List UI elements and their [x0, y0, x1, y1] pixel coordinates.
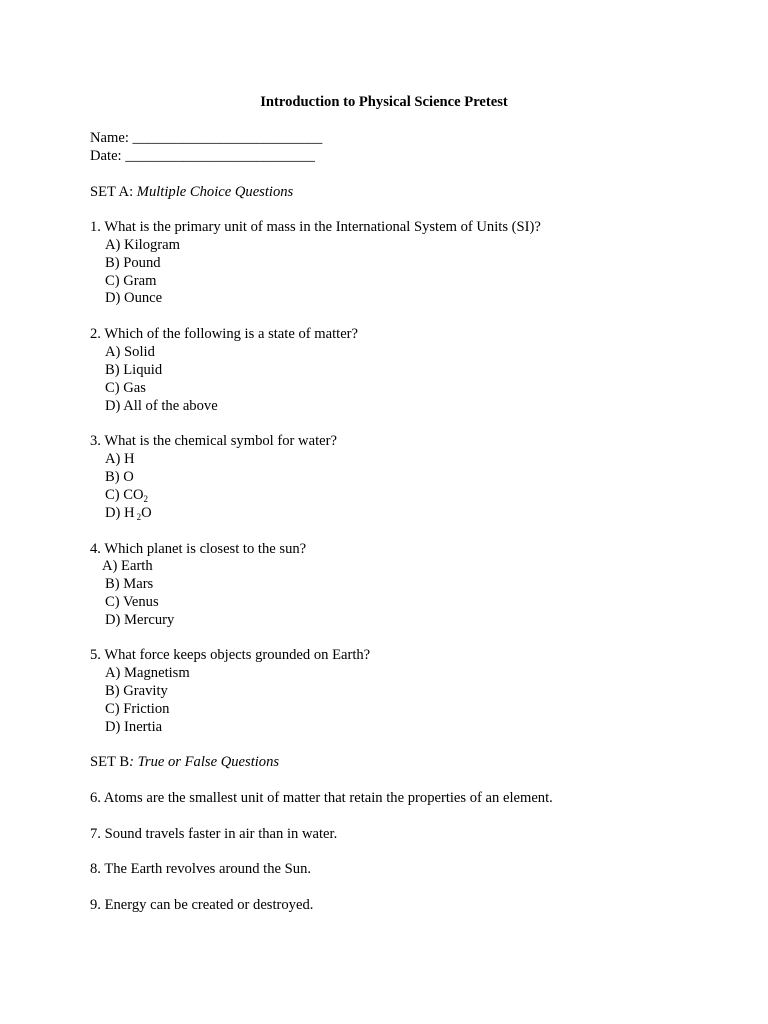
set-a-label: Multiple Choice Questions	[136, 184, 294, 200]
question-2-option-d: D) All of the above	[105, 398, 218, 414]
question-3: 3. What is the chemical symbol for water?	[90, 433, 337, 449]
question-2-option-a: A) Solid	[105, 344, 155, 360]
question-5-option-c: C) Friction	[105, 701, 170, 717]
question-3-option-d-suffix: O	[141, 505, 152, 521]
set-a-heading	[90, 183, 293, 201]
question-4-option-c: C) Venus	[105, 594, 159, 610]
true-false-9: 9. Energy can be created or destroyed.	[90, 897, 314, 913]
document-title: Introduction to Physical Science Pretest	[260, 94, 508, 110]
set-b-heading	[90, 753, 279, 771]
question-5-option-a: A) Magnetism	[105, 665, 190, 681]
true-false-6: 6. Atoms are the smallest unit of matter that retain the properties of an element.	[90, 790, 553, 806]
question-1-option-d: D) Ounce	[105, 290, 163, 306]
question-4-option-d: D) Mercury	[105, 612, 175, 628]
question-3-option-d-text: D) H	[105, 505, 135, 521]
true-false-8: 8. The Earth revolves around the Sun.	[90, 861, 312, 877]
question-1-option-c: C) Gram	[105, 273, 157, 289]
question-3-option-b: B) O	[105, 469, 134, 485]
set-a-prefix: SET A:	[90, 184, 137, 200]
question-3-option-d	[105, 504, 152, 523]
question-5-option-d: D) Inertia	[105, 719, 163, 735]
question-4-option-b: B) Mars	[105, 576, 154, 592]
question-4: 4. Which planet is closest to the sun?	[90, 541, 307, 557]
question-2-option-c: C) Gas	[105, 380, 146, 396]
question-1-option-b: B) Pound	[105, 255, 161, 271]
true-false-7: 7. Sound travels faster in air than in water.	[90, 826, 338, 842]
date-field-line: Date: __________________________	[90, 148, 315, 164]
set-b-prefix: SET B	[90, 754, 130, 770]
question-3-option-a: A) H	[105, 451, 135, 467]
set-b-label: : True or False Questions	[129, 754, 280, 770]
question-1: 1. What is the primary unit of mass in the International System of Units (SI)?	[90, 219, 541, 235]
question-4-option-a: A) Earth	[102, 558, 153, 574]
question-2-option-b: B) Liquid	[105, 362, 163, 378]
question-3-option-d-subscript: 2	[136, 512, 142, 522]
question-5: 5. What force keeps objects grounded on Earth?	[90, 647, 371, 663]
question-3-option-c-subscript: 2	[143, 494, 149, 504]
question-3-option-c	[105, 486, 148, 505]
name-field-line: Name: __________________________	[90, 130, 323, 146]
question-3-option-c-text: C) CO	[105, 487, 144, 503]
question-2: 2. Which of the following is a state of matter?	[90, 326, 359, 342]
question-1-option-a: A) Kilogram	[105, 237, 180, 253]
question-5-option-b: B) Gravity	[105, 683, 168, 699]
